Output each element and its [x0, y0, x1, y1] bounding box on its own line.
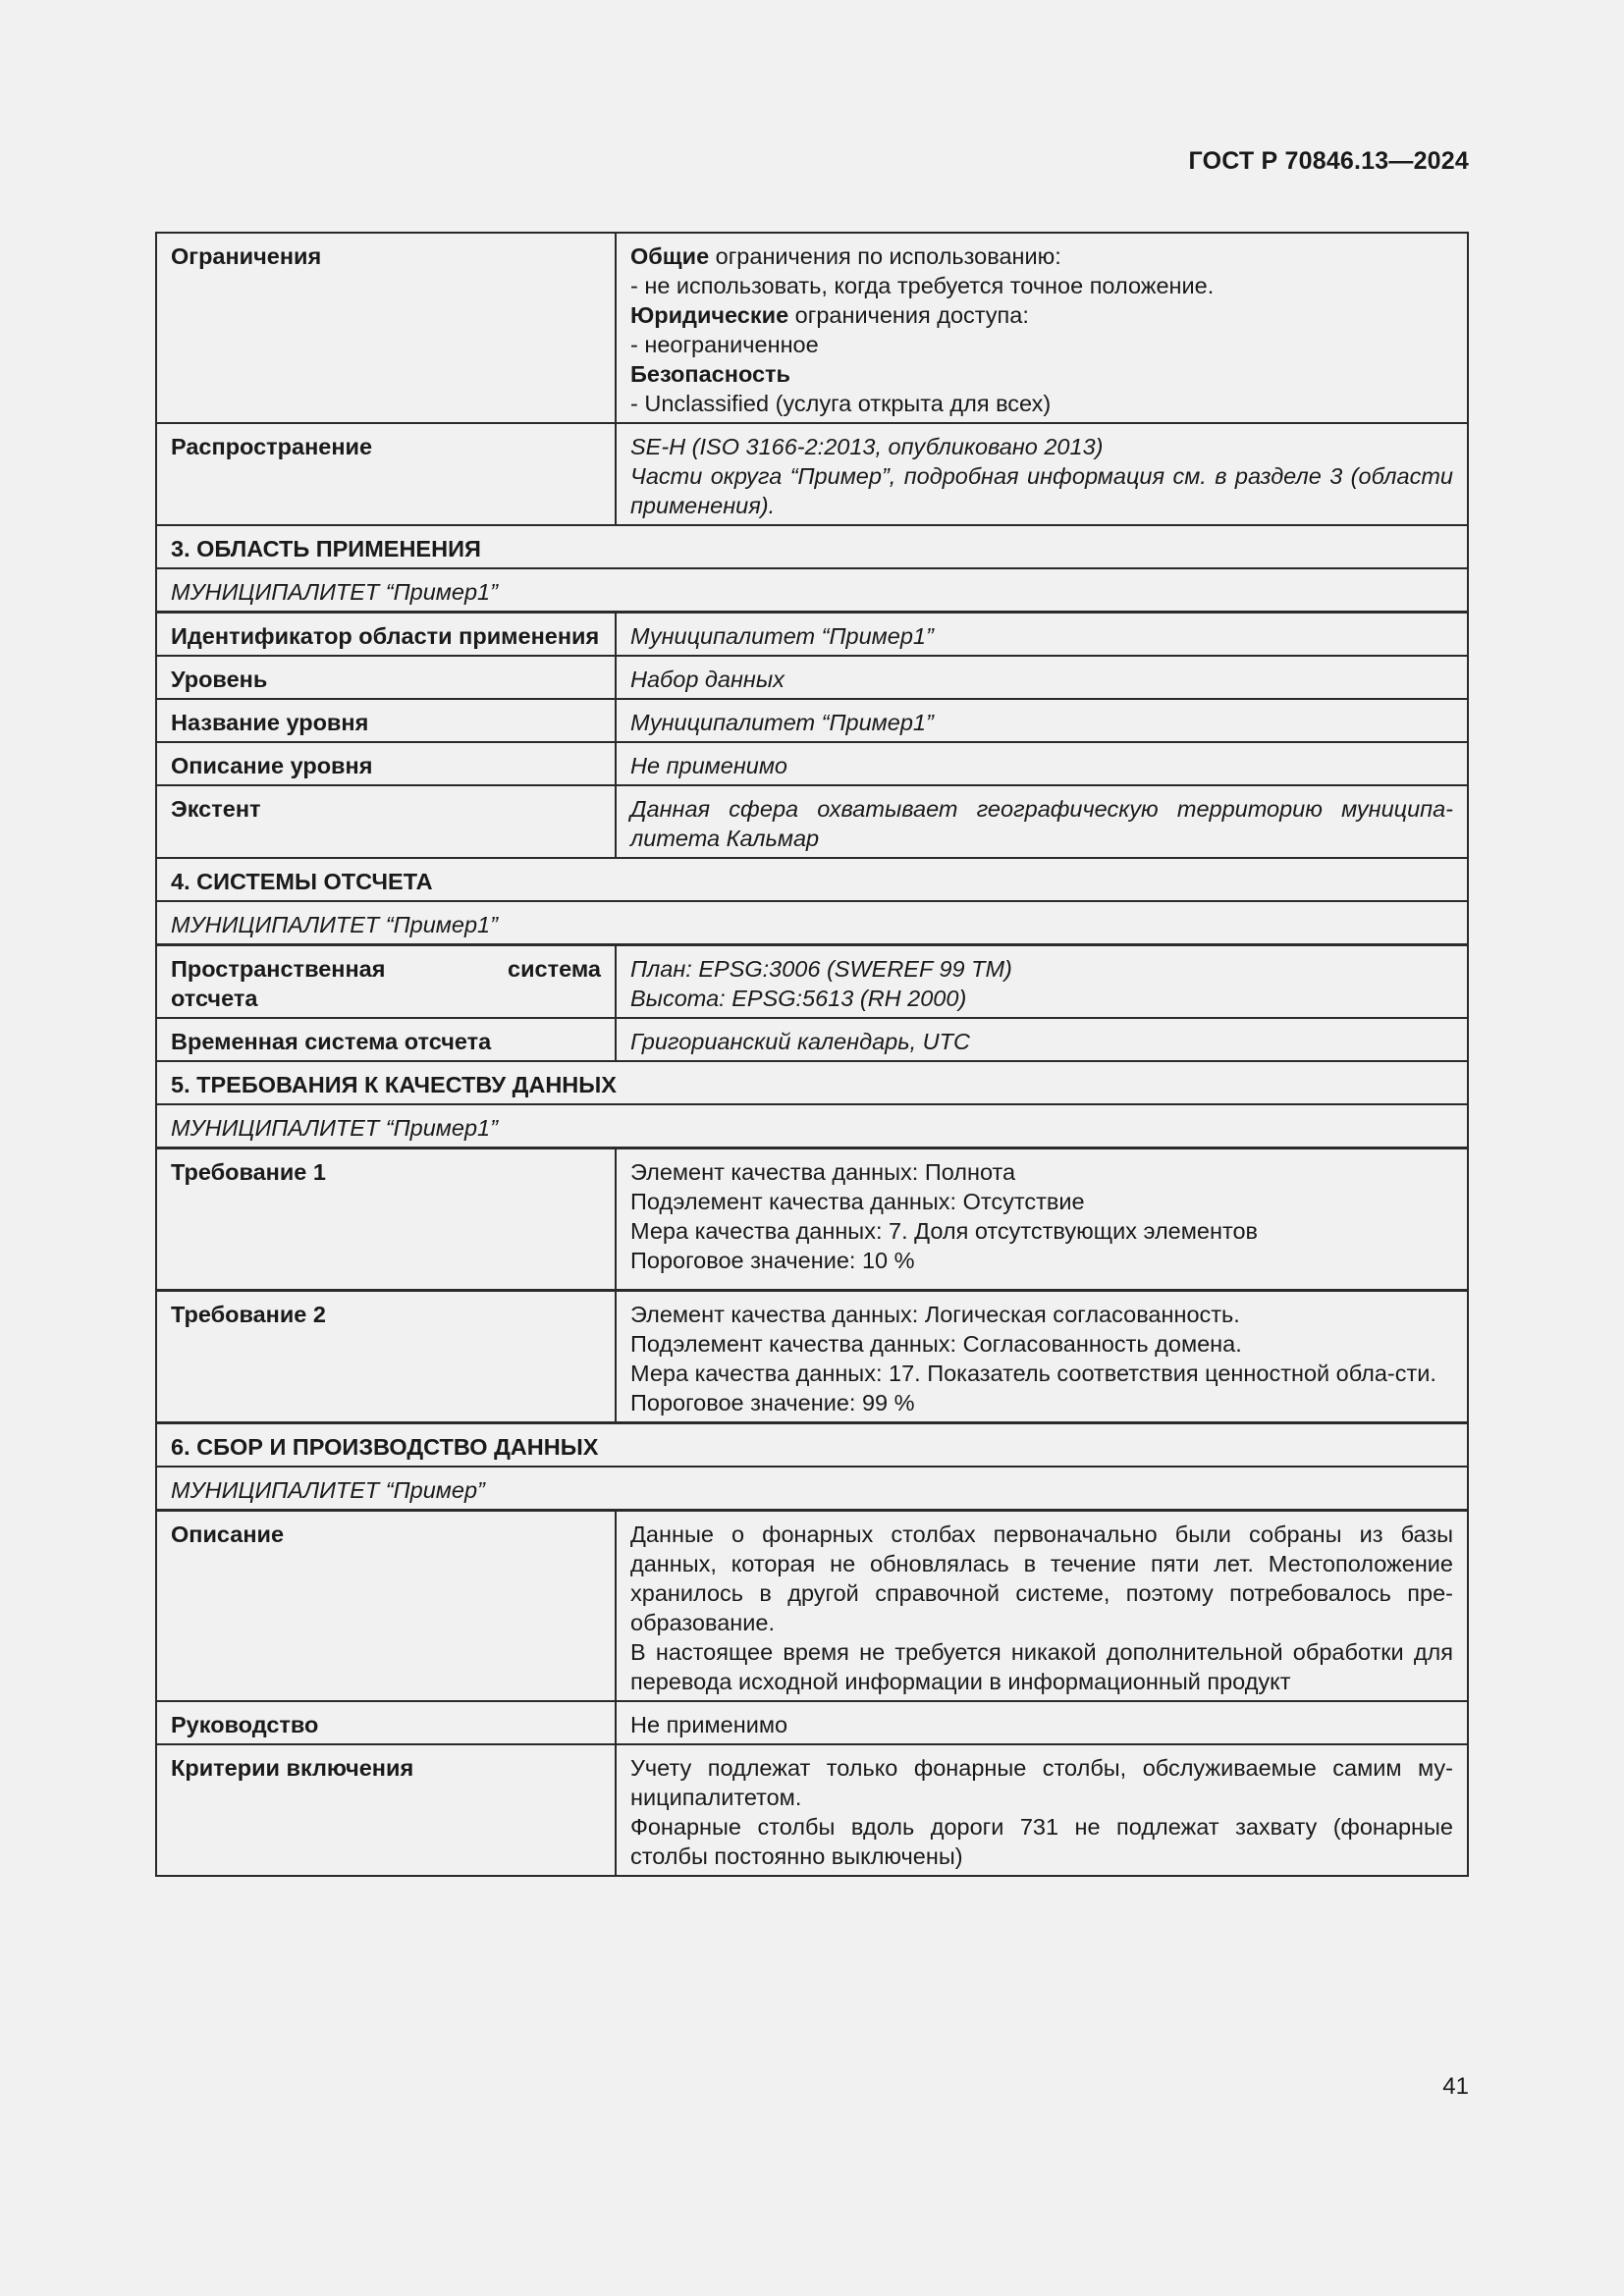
row-key: Описание уровня [156, 742, 616, 785]
legal-item: - неограниченное [630, 332, 819, 357]
row-key: Название уровня [156, 699, 616, 742]
row-value: Данная сфера охватывает географическую территорию муниципа-литета Кальмар [616, 785, 1468, 858]
section-subtitle: МУНИЦИПАЛИТЕТ “Пример1” [156, 568, 1468, 613]
row-value [616, 233, 1468, 423]
key-word: отсчета [171, 986, 258, 1011]
row-value: Набор данных [616, 656, 1468, 699]
general-text: ограничения по использованию: [709, 243, 1061, 269]
quality-line: Элемент качества данных: Полнота [630, 1159, 1016, 1185]
key-word: система [508, 956, 601, 982]
table-row [156, 1701, 1468, 1744]
row-value: Муниципалитет “Пример1” [616, 699, 1468, 742]
row-key: Описание [156, 1511, 616, 1702]
section-subtitle: МУНИЦИПАЛИТЕТ “Пример1” [156, 901, 1468, 945]
quality-line: Элемент качества данных: Логическая согласованность. [630, 1302, 1240, 1327]
table-row [156, 1744, 1468, 1876]
crs-line: План: EPSG:3006 (SWEREF 99 TM) [630, 956, 1012, 982]
section-subtitle-row [156, 1467, 1468, 1511]
table-row [156, 233, 1468, 423]
section-title: 5. ТРЕБОВАНИЯ К КАЧЕСТВУ ДАННЫХ [156, 1061, 1468, 1104]
section-heading-row [156, 1423, 1468, 1468]
section-subtitle-row [156, 568, 1468, 613]
table-row [156, 423, 1468, 525]
row-value: Не применимо [616, 742, 1468, 785]
row-value [616, 945, 1468, 1019]
table-row [156, 613, 1468, 657]
security-label: Безопасность [630, 361, 791, 387]
table-row [156, 1511, 1468, 1702]
row-value [616, 1511, 1468, 1702]
row-key: Ограничения [156, 233, 616, 423]
key-word: Пространственная [171, 956, 386, 982]
table-row [156, 699, 1468, 742]
legal-text: ограничения доступа: [788, 302, 1029, 328]
table-row [156, 1148, 1468, 1291]
criteria-paragraph: Фонарные столбы вдоль дороги 731 не подлежат захвату (фонарные столбы постоянно выключены) [630, 1814, 1453, 1869]
row-key: Уровень [156, 656, 616, 699]
general-item: - не использовать, когда требуется точное положение. [630, 273, 1215, 298]
metadata-table [155, 232, 1469, 1877]
section-subtitle-row [156, 901, 1468, 945]
row-key: Требование 2 [156, 1291, 616, 1423]
table-row [156, 945, 1468, 1019]
row-value: Не применимо [616, 1701, 1468, 1744]
criteria-paragraph: Учету подлежат только фонарные столбы, обслуживаемые самим му-ниципалитетом. [630, 1755, 1453, 1810]
description-paragraph: В настоящее время не требуется никакой дополнительной обработки для перевода исходной информации в информационный продукт [630, 1639, 1453, 1694]
row-key: Распространение [156, 423, 616, 525]
security-item: - Unclassified (услуга открыта для всех) [630, 391, 1052, 416]
quality-line: Подэлемент качества данных: Отсутствие [630, 1189, 1085, 1214]
row-key: Временная система отсчета [156, 1018, 616, 1061]
section-subtitle: МУНИЦИПАЛИТЕТ “Пример1” [156, 1104, 1468, 1148]
crs-line: Высота: EPSG:5613 (RH 2000) [630, 986, 967, 1011]
row-value [616, 1291, 1468, 1423]
quality-line: Подэлемент качества данных: Согласованность домена. [630, 1331, 1242, 1357]
table-row [156, 785, 1468, 858]
row-value [616, 1148, 1468, 1291]
section-title: 4. СИСТЕМЫ ОТСЧЕТА [156, 858, 1468, 901]
page-number: 41 [1442, 2073, 1469, 2100]
quality-line: Пороговое значение: 10 % [630, 1248, 915, 1273]
section-subtitle: МУНИЦИПАЛИТЕТ “Пример” [156, 1467, 1468, 1511]
row-key [156, 945, 616, 1019]
section-subtitle-row [156, 1104, 1468, 1148]
legal-label: Юридические [630, 302, 789, 328]
distribution-line: Части округа “Пример”, подробная информация см. в разделе 3 (области применения). [630, 463, 1453, 518]
quality-line: Мера качества данных: 17. Показатель соответствия ценностной обла-сти. [630, 1361, 1436, 1386]
description-paragraph: Данные о фонарных столбах первоначально были собраны из базы данных, которая не обновлялась в течение пяти лет. Местоположение хранилось в другой справочной системе, поэтому потребовалось пре-образование. [630, 1522, 1453, 1635]
row-value [616, 423, 1468, 525]
row-key: Критерии включения [156, 1744, 616, 1876]
table-row [156, 1018, 1468, 1061]
row-value [616, 1744, 1468, 1876]
table-row [156, 742, 1468, 785]
distribution-line: SE-H (ISO 3166-2:2013, опубликовано 2013) [630, 434, 1104, 459]
row-key: Руководство [156, 1701, 616, 1744]
row-value: Муниципалитет “Пример1” [616, 613, 1468, 657]
row-key: Требование 1 [156, 1148, 616, 1291]
section-title: 3. ОБЛАСТЬ ПРИМЕНЕНИЯ [156, 525, 1468, 568]
general-label: Общие [630, 243, 710, 269]
row-value: Григорианский календарь, UTC [616, 1018, 1468, 1061]
section-heading-row [156, 1061, 1468, 1104]
table-row [156, 1291, 1468, 1423]
quality-line: Мера качества данных: 7. Доля отсутствующих элементов [630, 1218, 1258, 1244]
row-key: Идентификатор области применения [156, 613, 616, 657]
table-row [156, 656, 1468, 699]
section-heading-row [156, 525, 1468, 568]
quality-line: Пороговое значение: 99 % [630, 1390, 915, 1415]
section-title: 6. СБОР И ПРОИЗВОДСТВО ДАННЫХ [156, 1423, 1468, 1468]
section-heading-row [156, 858, 1468, 901]
document-header: ГОСТ Р 70846.13—2024 [1188, 147, 1469, 175]
row-key: Экстент [156, 785, 616, 858]
